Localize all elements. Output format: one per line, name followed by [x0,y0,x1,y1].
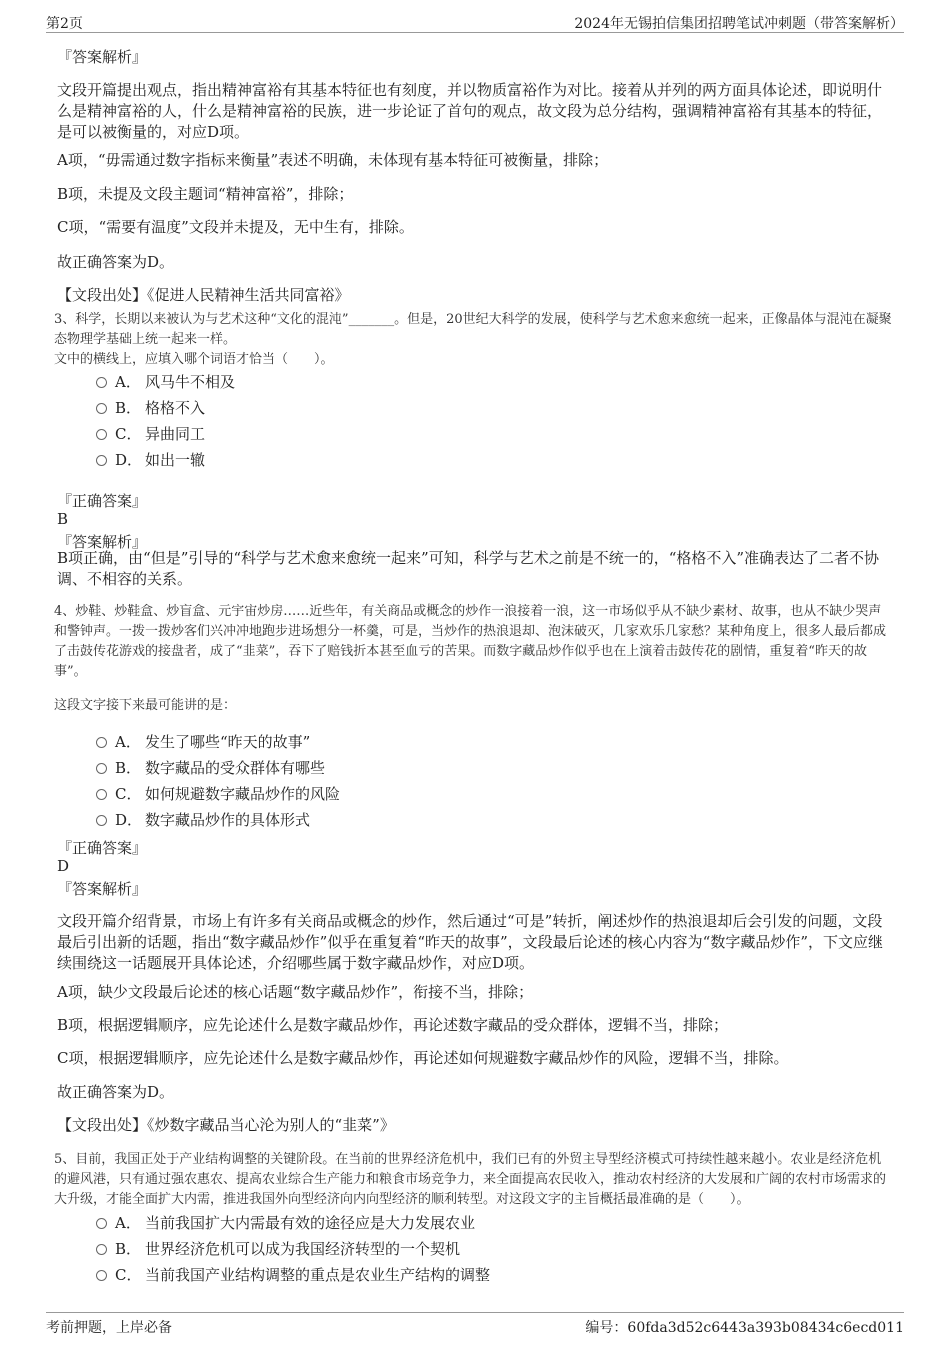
option-c[interactable]: C． 异曲同工 [96,424,205,444]
correct-answer-label: 『正确答案』 [57,492,148,510]
question-4: 4、炒鞋、炒鞋盒、炒盲盒、元宇宙炒房……近些年，有关商品或概念的炒作一浪接着一浪，这一市场似乎从不缺少素材、故事，也从不缺少哭声和警钟声。一拨一拨炒客们兴冲冲地跑步进场想分一杯羹，可是，当炒作的热浪退却、泡沫破灭，几家欢乐几家愁？某种角度上，很多人最后都成了击鼓传花游戏的接盘者，成了“韭菜”，吞下了赔钱折本甚至血亏的苦果。而数字藏品炒作似乎也在上演着击鼓传花的剧情，重复着“昨天的故事”。 [54,604,887,679]
radio-icon[interactable] [96,429,107,440]
analysis-option-a: A项，缺少文段最后论述的核心话题“数字藏品炒作”，衔接不当，排除； [57,983,534,1001]
source-line: 【文段出处】《促进人民精神生活共同富裕》 [57,286,350,304]
source-line: 【文段出处】《炒数字藏品当心沦为别人的“韭菜”》 [57,1116,395,1134]
page-header [46,12,904,33]
radio-icon[interactable] [96,1244,107,1255]
correct-answer: D [57,857,70,875]
option-d[interactable]: D． 如出一辙 [96,450,205,470]
analysis-text: 文段开篇提出观点，指出精神富裕有其基本特征也有刻度，并以物质富裕作为对比。接着从并列的两方面具体论述，即说明什么是精神富裕的人，什么是精神富裕的民族，进一步论证了首句的观点，故文段为总分结构，强调精神富裕有其基本的特征，是可以被衡量的，对应D项。 [57,81,883,141]
analysis-option-b: B项，根据逻辑顺序，应先论述什么是数字藏品炒作，再论述数字藏品的受众群体，逻辑不当，排除； [57,1016,729,1034]
document-code: 编号：60fda3d52c6443a393b08434c6ecd011 [585,1320,904,1336]
option-b[interactable]: B． 格格不入 [96,398,205,418]
radio-icon[interactable] [96,1218,107,1229]
page-number: 第2页 [46,16,83,32]
analysis-option-c: C项，根据逻辑顺序，应先论述什么是数字藏品炒作，再论述如何规避数字藏品炒作的风险，逻辑不当，排除。 [57,1049,789,1067]
final-answer: 故正确答案为D。 [57,1083,175,1101]
radio-icon[interactable] [96,763,107,774]
option-a[interactable]: A． 风马牛不相及 [96,372,235,392]
analysis-text: 文段开篇介绍背景，市场上有许多有关商品或概念的炒作，然后通过“可是”转折，阐述炒作的热浪退却后会引发的问题，文段最后引出新的话题，指出“数字藏品炒作”似乎在重复着“昨天的故事”，文段最后论述的核心内容为“数字藏品炒作”，下文应继续围绕这一话题展开具体论述，介绍哪些属于数字藏品炒作，对应D项。 [57,912,884,972]
option-c[interactable]: C． 如何规避数字藏品炒作的风险 [96,784,340,804]
radio-icon[interactable] [96,789,107,800]
correct-answer: B [57,510,69,528]
option-c[interactable]: C． 当前我国产业结构调整的重点是农业生产结构的调整 [96,1265,490,1285]
final-answer: 故正确答案为D。 [57,253,175,271]
page-footer [46,1312,904,1335]
question-5: 5、目前，我国正处于产业结构调整的关键阶段。在当前的世界经济危机中，我们已有的外贸主导型经济模式可持续性越来越小。农业是经济危机的避风港，只有通过强农惠农、提高农业综合生产能力和粮食市场竞争力，来全面提高农民收入，推动农村经济的大发展和广阔的农村市场需求的大升级，才能全面扩大内需，推进我国外向型经济向内向型经济的顺利转型。对这段文字的主旨概括最准确的是（ ）。 [54,1152,887,1207]
radio-icon[interactable] [96,815,107,826]
analysis-label: 『答案解析』 [57,48,148,66]
radio-icon[interactable] [96,1270,107,1281]
analysis-label: 『答案解析』 [57,533,148,551]
radio-icon[interactable] [96,377,107,388]
option-d[interactable]: D． 数字藏品炒作的具体形式 [96,810,310,830]
question-4-sub: 这段文字接下来最可能讲的是： [54,698,237,713]
radio-icon[interactable] [96,737,107,748]
option-b[interactable]: B． 世界经济危机可以成为我国经济转型的一个契机 [96,1239,460,1259]
analysis-option-b: B项，未提及文段主题词“精神富裕”，排除； [57,185,354,203]
analysis-option-a: A项，“毋需通过数字指标来衡量”表述不明确，未体现有基本特征可被衡量，排除； [57,151,609,169]
question-3: 3、科学，长期以来被认为与艺术这种“文化的混沌”_______。但是，20世纪大科学的发展，使科学与艺术愈来愈统一起来，正像晶体与混沌在凝聚态物理学基础上统一起来一样。 [54,312,892,347]
question-3-sub: 文中的横线上，应填入哪个词语才恰当（ ）。 [54,352,334,367]
analysis-option-c: C项，“需要有温度”文段并未提及，无中生有，排除。 [57,218,414,236]
footer-slogan: 考前押题，上岸必备 [46,1320,172,1336]
option-a[interactable]: A． 发生了哪些“昨天的故事” [96,732,310,752]
option-a[interactable]: A． 当前我国扩大内需最有效的途径应是大力发展农业 [96,1213,475,1233]
radio-icon[interactable] [96,403,107,414]
document-title: 2024年无锡拍信集团招聘笔试冲刺题（带答案解析） [574,16,904,32]
option-b[interactable]: B． 数字藏品的受众群体有哪些 [96,758,325,778]
radio-icon[interactable] [96,455,107,466]
analysis-label: 『答案解析』 [57,880,148,898]
analysis-text: B项正确，由“但是”引导的“科学与艺术愈来愈统一起来”可知，科学与艺术之前是不统一的，“格格不入”准确表达了二者不协调、不相容的关系。 [57,549,880,588]
correct-answer-label: 『正确答案』 [57,839,148,857]
